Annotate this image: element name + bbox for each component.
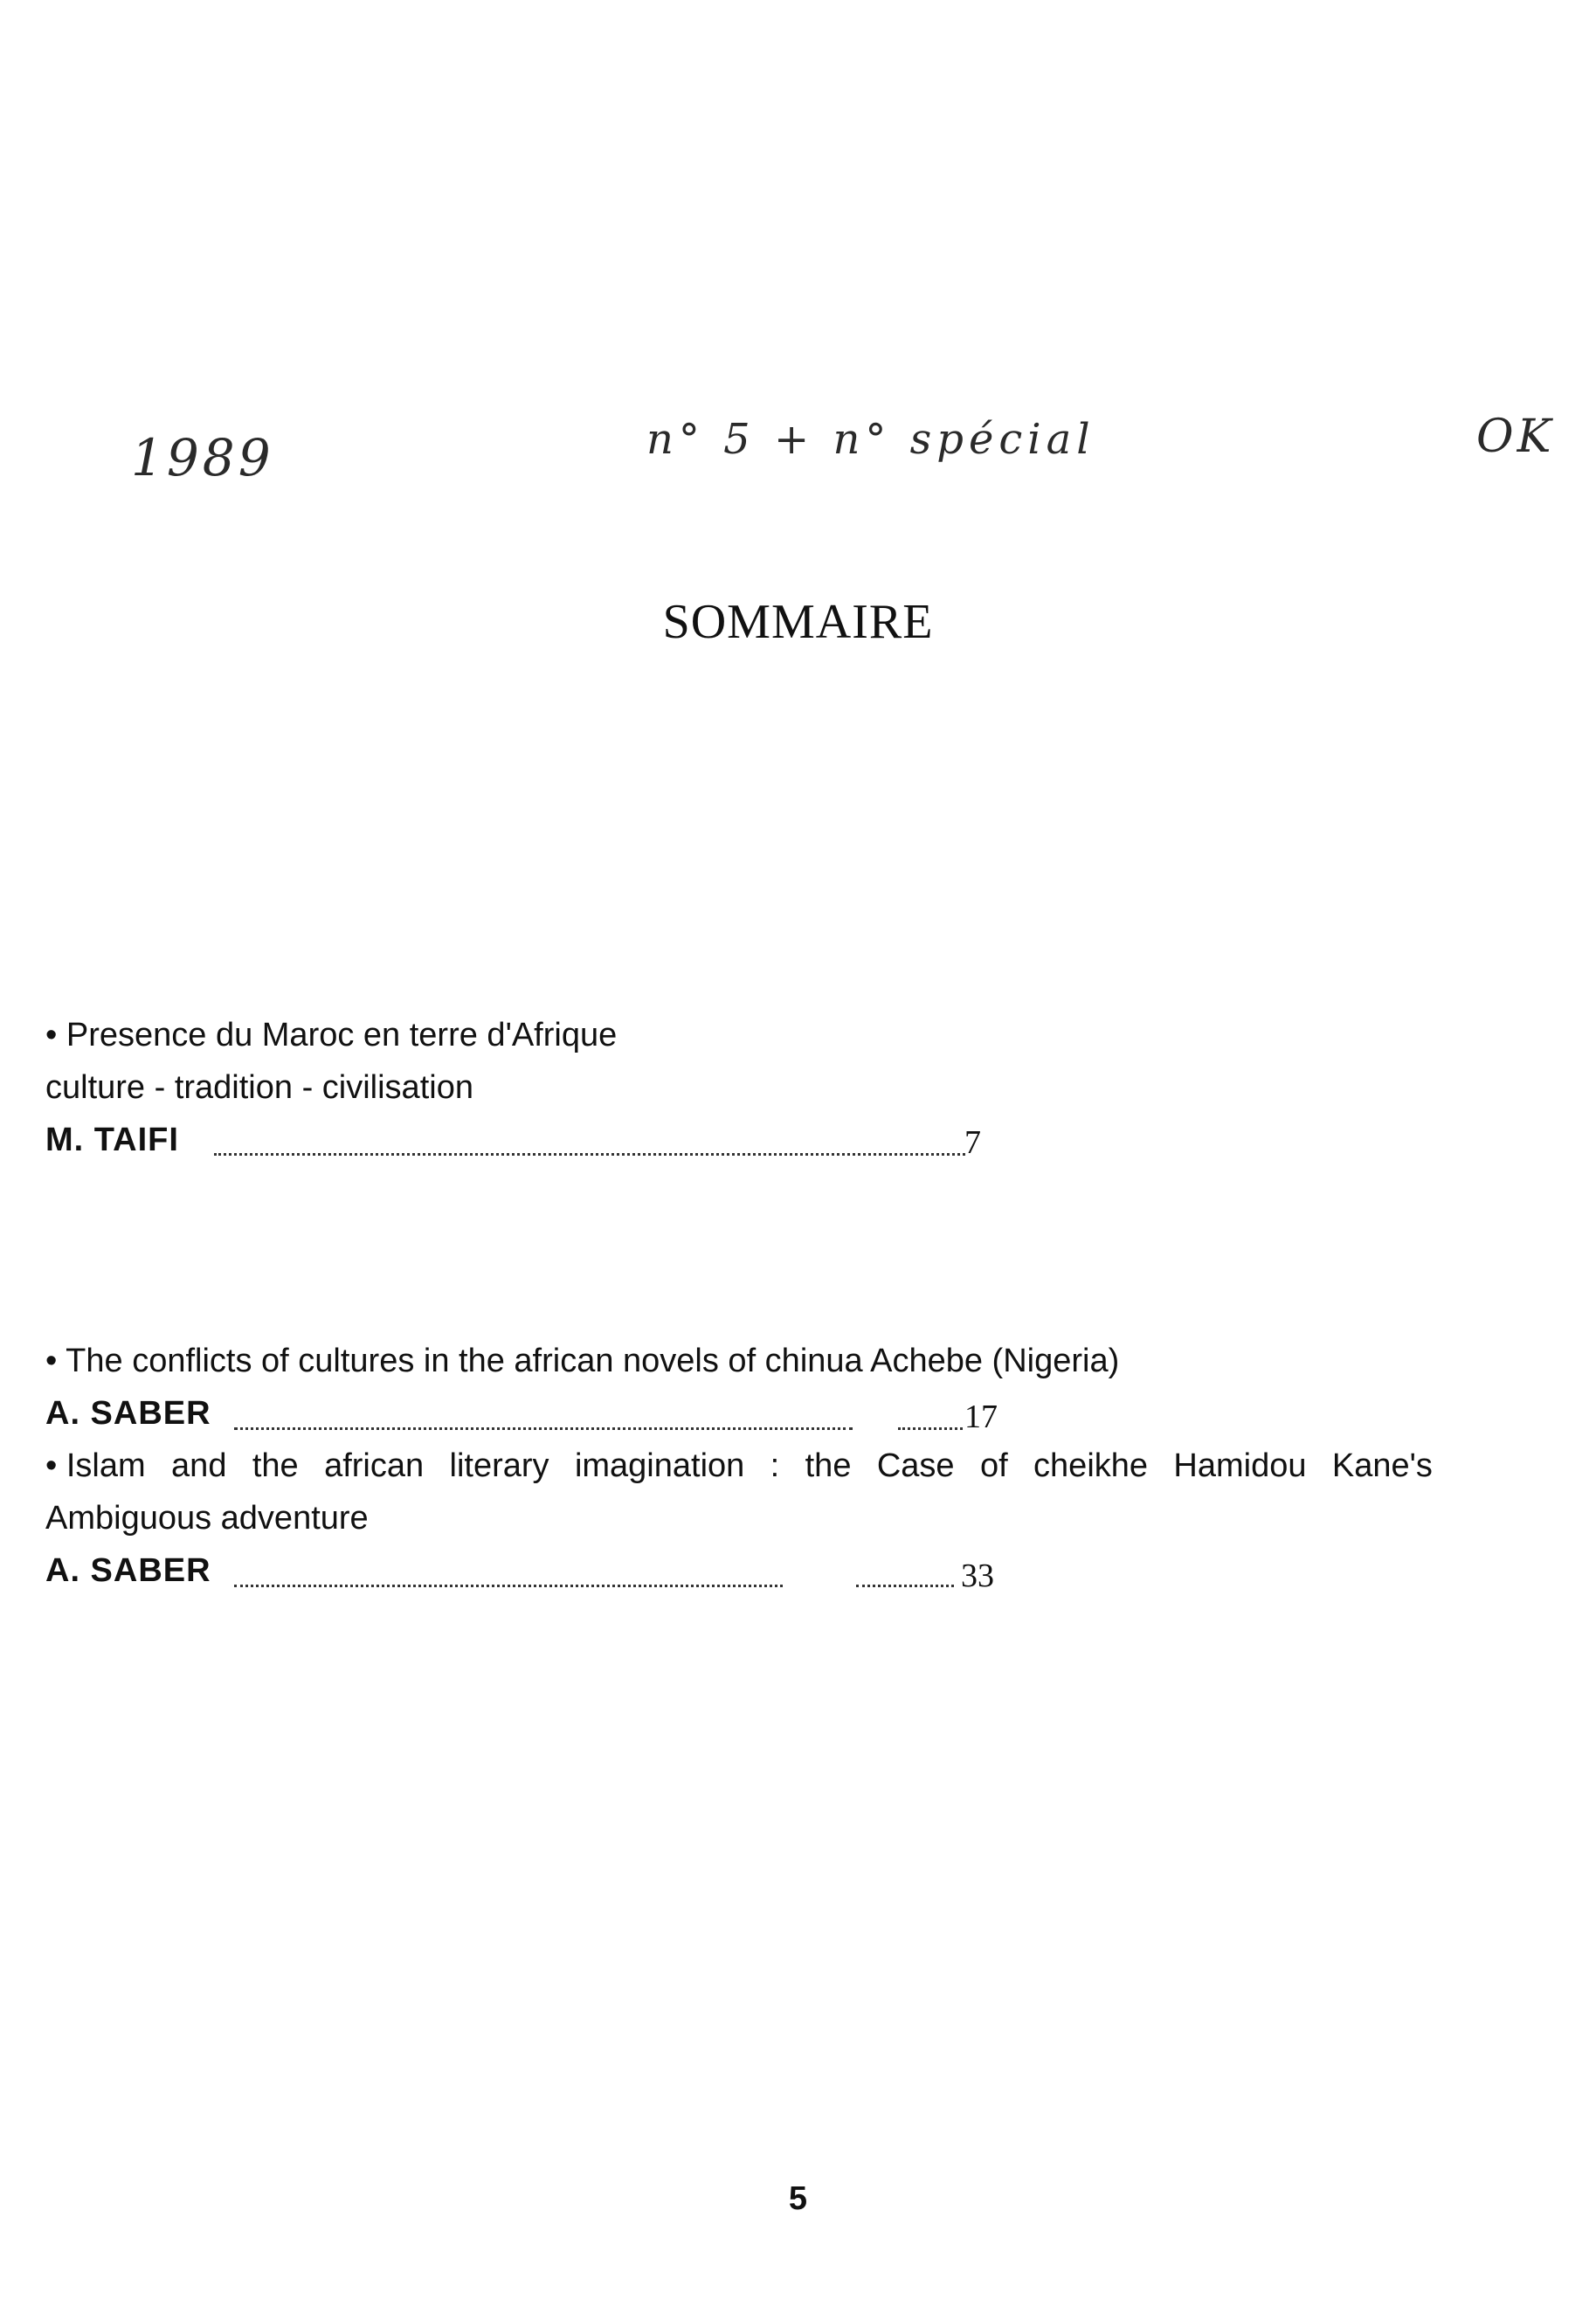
page-title: SOMMAIRE	[662, 595, 934, 649]
toc-entry-3-word: cheikhe	[1033, 1447, 1149, 1484]
toc-entry-3-word: of	[979, 1447, 1008, 1484]
handwritten-issue-note: n° 5 + n° spécial	[646, 415, 1095, 464]
toc-entry-3-word: and	[171, 1447, 227, 1484]
toc-entry-3-leader-dots-b	[856, 1581, 954, 1587]
handwritten-year: 1989	[131, 428, 274, 487]
toc-entry-3-page: 33	[961, 1558, 994, 1594]
toc-entry-3-word: Kane's	[1331, 1447, 1433, 1484]
toc-entry-2-page: 17	[964, 1399, 998, 1435]
toc-entry-2-author: A. SABER	[45, 1395, 211, 1432]
toc-entry-1-leader-dots	[214, 1150, 965, 1156]
toc-entry-2-title-line-1: • The conflicts of cultures in the african novels of chinua Achebe (Nigeria)	[45, 1343, 1120, 1379]
toc-entry-1-author: M. TAIFI	[45, 1122, 179, 1158]
handwritten-ok-mark: OK	[1476, 411, 1555, 463]
toc-entry-3-word: imagination	[574, 1447, 745, 1484]
page-number: 5	[788, 2180, 808, 2217]
toc-entry-3-author: A. SABER	[45, 1552, 211, 1589]
toc-entry-3-word: the	[252, 1447, 299, 1484]
toc-entry-2-leader-dots-b	[898, 1424, 963, 1430]
toc-entry-1-page: 7	[964, 1124, 981, 1161]
toc-entry-1-title-line-1: • Presence du Maroc en terre d'Afrique	[45, 1017, 618, 1053]
toc-entry-3-word: literary	[449, 1447, 549, 1484]
toc-entry-3-word: the	[805, 1447, 852, 1484]
toc-entry-3-word: Case	[876, 1447, 955, 1484]
toc-entry-3-title-line-1	[45, 1447, 1433, 1485]
toc-entry-3-word: african	[324, 1447, 425, 1484]
toc-entry-3-word: Hamidou	[1173, 1447, 1307, 1484]
toc-entry-1-title-line-2: culture - tradition - civilisation	[45, 1069, 473, 1106]
toc-entry-3-leader-dots-a	[234, 1581, 783, 1587]
toc-entry-2-leader-dots-a	[234, 1424, 853, 1430]
toc-entry-3-word: :	[770, 1447, 780, 1484]
toc-entry-3-word: • Islam	[45, 1447, 146, 1484]
toc-entry-3-title-line-2: Ambiguous adventure	[45, 1500, 369, 1537]
